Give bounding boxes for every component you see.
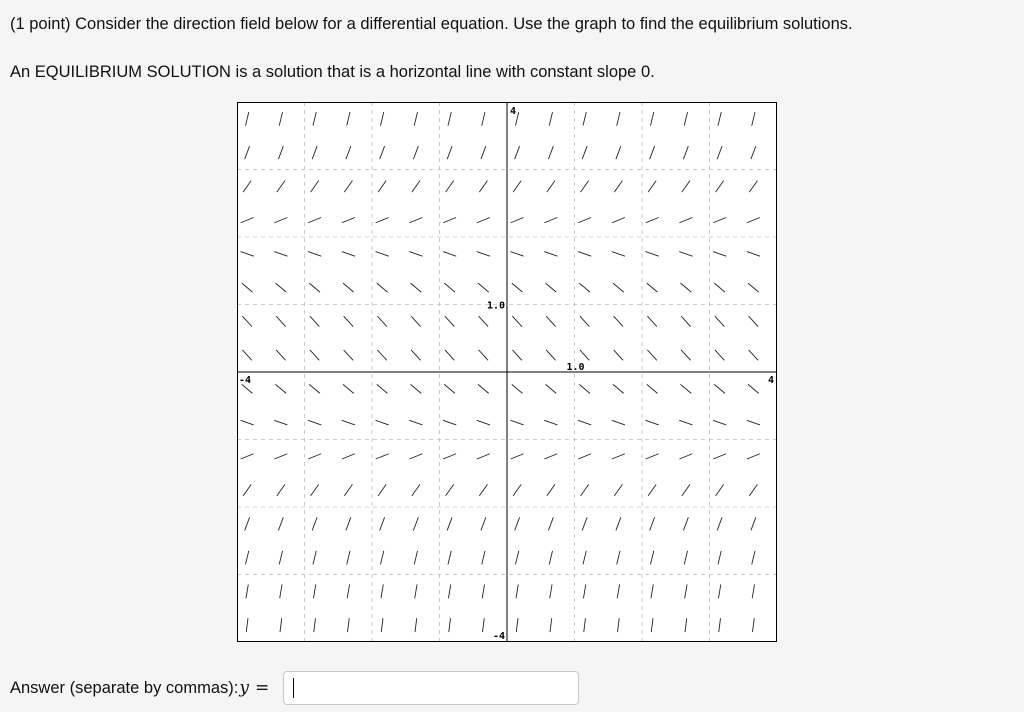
slope-segment — [342, 252, 355, 257]
slope-segment — [646, 420, 659, 425]
slope-segment — [477, 217, 490, 222]
slope-segment — [482, 112, 485, 126]
slope-segment — [312, 146, 317, 159]
slope-segment — [718, 551, 721, 565]
slope-segment — [648, 181, 656, 192]
slope-segment — [343, 384, 354, 393]
slope-segment — [747, 217, 760, 222]
slope-segment — [581, 484, 589, 495]
slope-segment — [513, 181, 521, 192]
y-max-label: 4 — [510, 106, 517, 117]
slope-segment — [443, 454, 456, 459]
slope-segment — [682, 484, 690, 495]
slope-segment — [347, 584, 349, 598]
slope-segment — [347, 551, 350, 565]
slope-segment — [515, 146, 520, 159]
slope-segment — [446, 484, 454, 495]
slope-segment — [512, 316, 521, 326]
slope-segment — [683, 146, 688, 159]
slope-segment — [511, 252, 524, 257]
slope-segment — [241, 217, 254, 222]
slope-segment — [753, 618, 755, 632]
slope-segment — [444, 283, 455, 292]
slope-segment — [647, 350, 656, 360]
slope-segment — [479, 181, 487, 192]
slope-segment — [412, 484, 420, 495]
slope-segment — [309, 283, 320, 292]
slope-segment — [583, 584, 585, 598]
answer-variable: y — [239, 678, 249, 698]
slope-segment — [448, 584, 450, 598]
slope-segment — [511, 420, 524, 425]
slope-segment — [650, 146, 655, 159]
slope-segment — [719, 618, 721, 632]
slope-segment — [582, 146, 587, 159]
slope-segment — [314, 618, 316, 632]
slope-segment — [477, 454, 490, 459]
slope-segment — [651, 618, 653, 632]
slope-segment — [714, 384, 725, 393]
direction-field-graph — [237, 102, 777, 642]
slope-segment — [310, 316, 319, 326]
slope-segment — [584, 618, 586, 632]
slope-segment — [583, 551, 586, 565]
slope-segment — [277, 484, 285, 495]
slope-segment — [548, 146, 553, 159]
slope-segment — [482, 584, 484, 598]
slope-segment — [614, 484, 622, 495]
slope-segment — [245, 112, 248, 126]
slope-segment — [749, 350, 758, 360]
y-min-label: -4 — [492, 631, 505, 642]
slope-segment — [546, 384, 557, 393]
slope-segment — [544, 217, 557, 222]
slope-segment — [380, 551, 383, 565]
slope-segment — [544, 252, 557, 257]
slope-segment — [479, 484, 487, 495]
slope-segment — [516, 618, 518, 632]
slope-segment — [409, 420, 422, 425]
slope-segment — [279, 551, 282, 565]
slope-segment — [312, 517, 317, 530]
slope-segment — [344, 316, 353, 326]
slope-segment — [448, 112, 451, 126]
slope-segment — [546, 350, 555, 360]
x-min-label: -4 — [239, 375, 252, 386]
slope-segment — [309, 384, 320, 393]
slope-segment — [377, 283, 388, 292]
slope-segment — [748, 283, 759, 292]
slope-segment — [715, 316, 724, 326]
slope-segment — [579, 283, 590, 292]
slope-segment — [477, 252, 490, 257]
slope-segment — [413, 517, 418, 530]
slope-segment — [481, 517, 486, 530]
text-caret — [293, 678, 294, 698]
slope-segment — [445, 316, 454, 326]
slope-segment — [651, 584, 653, 598]
slope-segment — [612, 454, 625, 459]
slope-segment — [409, 454, 422, 459]
slope-segment — [516, 584, 518, 598]
direction-field-svg — [237, 102, 777, 642]
slope-segment — [378, 484, 386, 495]
slope-segment — [376, 420, 389, 425]
slope-segment — [313, 551, 316, 565]
slope-segment — [308, 217, 321, 222]
slope-segment — [376, 252, 389, 257]
slope-segment — [443, 217, 456, 222]
slope-segment — [647, 384, 658, 393]
slope-segment — [549, 112, 552, 126]
slope-segment — [274, 454, 287, 459]
slope-segment — [443, 252, 456, 257]
slope-segment — [246, 584, 248, 598]
slope-segment — [242, 316, 251, 326]
slope-segment — [447, 517, 452, 530]
slope-segment — [646, 454, 659, 459]
slope-segment — [681, 316, 690, 326]
slope-segment — [311, 181, 319, 192]
slope-segment — [380, 146, 385, 159]
slope-segment — [242, 283, 253, 292]
slope-segment — [274, 420, 287, 425]
slope-segment — [650, 112, 653, 126]
slope-segment — [310, 350, 319, 360]
slope-segment — [613, 283, 624, 292]
slope-segment — [684, 551, 687, 565]
question-text: (1 point) Consider the direction field below for a differential equation. Use the graph to find the equilibrium solutions. — [10, 15, 853, 33]
slope-segment — [277, 181, 285, 192]
slope-segment — [550, 584, 552, 598]
slope-segment — [445, 350, 454, 360]
slope-segment — [751, 146, 756, 159]
slope-segment — [280, 618, 282, 632]
slope-segment — [513, 484, 521, 495]
slope-segment — [715, 350, 724, 360]
slope-segment — [376, 217, 389, 222]
slope-segment — [279, 112, 282, 126]
definition-text: An EQUILIBRIUM SOLUTION is a solution that is a horizontal line with constant slope 0. — [10, 63, 655, 81]
slope-segment — [548, 517, 553, 530]
slope-segment — [581, 181, 589, 192]
slope-segment — [583, 112, 586, 126]
slope-segment — [515, 551, 518, 565]
slope-segment — [274, 217, 287, 222]
slope-segment — [546, 316, 555, 326]
slope-segment — [616, 146, 621, 159]
slope-segment — [578, 420, 591, 425]
slope-segment — [648, 484, 656, 495]
slope-segment — [614, 181, 622, 192]
slope-segment — [617, 551, 620, 565]
answer-row — [10, 669, 579, 707]
slope-segment — [683, 517, 688, 530]
slope-segment — [344, 181, 352, 192]
slope-segment — [650, 517, 655, 530]
answer-label: Answer (separate by commas): — [10, 679, 239, 697]
slope-segment — [549, 551, 552, 565]
slope-segment — [681, 283, 692, 292]
slope-segment — [448, 551, 451, 565]
slope-segment — [580, 316, 589, 326]
slope-segment — [411, 283, 422, 292]
slope-segment — [276, 283, 287, 292]
slope-segment — [381, 584, 383, 598]
slope-segment — [578, 252, 591, 257]
slope-segment — [245, 517, 250, 530]
slope-segment — [681, 350, 690, 360]
x-unit-label: 1.0 — [566, 362, 585, 373]
slope-segment — [276, 316, 285, 326]
slope-segment — [409, 252, 422, 257]
slope-segment — [342, 454, 355, 459]
slope-segment — [378, 181, 386, 192]
slope-segment — [308, 454, 321, 459]
slope-segment — [547, 484, 555, 495]
slope-segment — [245, 146, 250, 159]
slope-segment — [614, 350, 623, 360]
slope-segment — [311, 484, 319, 495]
slope-segment — [717, 517, 722, 530]
slope-segment — [681, 384, 692, 393]
slope-segment — [684, 112, 687, 126]
slope-segment — [747, 454, 760, 459]
answer-input[interactable] — [283, 671, 579, 705]
slope-segment — [618, 618, 620, 632]
slope-segment — [415, 584, 417, 598]
slope-segment — [381, 618, 383, 632]
slope-segment — [274, 252, 287, 257]
slope-segment — [449, 618, 451, 632]
slope-segment — [685, 618, 687, 632]
slope-segment — [713, 454, 726, 459]
slope-segment — [243, 484, 251, 495]
slope-segment — [716, 181, 724, 192]
slope-segment — [409, 217, 422, 222]
slope-segment — [444, 384, 455, 393]
slope-segment — [650, 551, 653, 565]
slope-segment — [243, 181, 251, 192]
slope-segment — [414, 551, 417, 565]
slope-segment — [713, 252, 726, 257]
slope-segment — [411, 384, 422, 393]
slope-segment — [717, 146, 722, 159]
slope-segment — [685, 584, 687, 598]
slope-segment — [308, 252, 321, 257]
slope-segment — [313, 584, 315, 598]
slope-segment — [443, 420, 456, 425]
y-unit-label: 1.0 — [486, 300, 505, 312]
slope-segment — [241, 454, 254, 459]
slope-segment — [617, 112, 620, 126]
slope-segment — [544, 420, 557, 425]
slope-segment — [512, 350, 521, 360]
slope-segment — [747, 420, 760, 425]
slope-segment — [580, 350, 589, 360]
slope-segment — [342, 420, 355, 425]
slope-segment — [679, 252, 692, 257]
slope-segment — [377, 316, 386, 326]
slope-segment — [478, 283, 489, 292]
slope-segment — [752, 112, 755, 126]
slope-segment — [344, 350, 353, 360]
slope-segment — [346, 146, 351, 159]
slope-segment — [511, 454, 524, 459]
slope-segment — [679, 454, 692, 459]
slope-segment — [579, 384, 590, 393]
slope-segment — [313, 112, 316, 126]
slope-segment — [342, 217, 355, 222]
slope-segment — [413, 146, 418, 159]
slope-segment — [276, 384, 287, 393]
slope-segment — [511, 217, 524, 222]
slope-segment — [716, 484, 724, 495]
slope-segment — [412, 181, 420, 192]
slope-segment — [447, 146, 452, 159]
slope-segment — [415, 618, 417, 632]
slope-segment — [546, 283, 557, 292]
slope-segment — [246, 618, 248, 632]
slope-segment — [483, 618, 485, 632]
slope-segment — [242, 350, 251, 360]
slope-segment — [714, 283, 725, 292]
slope-segment — [613, 384, 624, 393]
slope-segment — [749, 316, 758, 326]
slope-segment — [376, 454, 389, 459]
slope-segment — [241, 420, 254, 425]
slope-segment — [343, 283, 354, 292]
slope-segment — [582, 517, 587, 530]
slope-segment — [478, 384, 489, 393]
slope-segment — [646, 252, 659, 257]
answer-equals: = — [254, 678, 270, 698]
slope-segment — [713, 420, 726, 425]
slope-segment — [446, 181, 454, 192]
slope-segment — [718, 584, 720, 598]
slope-segment — [752, 551, 755, 565]
slope-segment — [280, 584, 282, 598]
slope-segment — [512, 384, 523, 393]
slope-segment — [748, 384, 759, 393]
slope-segment — [411, 316, 420, 326]
slope-segment — [481, 146, 486, 159]
slope-segment — [411, 350, 420, 360]
slope-segment — [751, 517, 756, 530]
slope-segment — [347, 112, 350, 126]
slope-segment — [718, 112, 721, 126]
slope-segment — [276, 350, 285, 360]
slope-segment — [578, 454, 591, 459]
slope-segment — [380, 517, 385, 530]
slope-segment — [544, 454, 557, 459]
slope-segment — [749, 484, 757, 495]
slope-segment — [278, 146, 283, 159]
slope-segment — [647, 316, 656, 326]
slope-segment — [550, 618, 552, 632]
slope-segment — [647, 283, 658, 292]
slope-segment — [752, 584, 754, 598]
slope-segment — [612, 217, 625, 222]
slope-segment — [377, 350, 386, 360]
slope-segment — [612, 420, 625, 425]
slope-segment — [479, 316, 488, 326]
slope-segment — [482, 551, 485, 565]
slope-segment — [245, 551, 248, 565]
slope-segment — [682, 181, 690, 192]
slope-segment — [515, 517, 520, 530]
slope-segment — [377, 384, 388, 393]
slope-segment — [414, 112, 417, 126]
x-max-label: 4 — [767, 375, 774, 386]
slope-segment — [479, 350, 488, 360]
slope-segment — [646, 217, 659, 222]
slope-segment — [241, 252, 254, 257]
slope-segment — [512, 283, 523, 292]
slope-segment — [679, 217, 692, 222]
slope-segment — [617, 584, 619, 598]
slope-segment — [578, 217, 591, 222]
slope-segment — [713, 217, 726, 222]
slope-segment — [614, 316, 623, 326]
slope-segment — [380, 112, 383, 126]
slope-segment — [547, 181, 555, 192]
slope-segment — [344, 484, 352, 495]
slope-segment — [348, 618, 350, 632]
slope-segment — [749, 181, 757, 192]
slope-segment — [346, 517, 351, 530]
slope-segment — [679, 420, 692, 425]
slope-segment — [616, 517, 621, 530]
slope-segment — [477, 420, 490, 425]
slope-segment — [612, 252, 625, 257]
slope-segment — [308, 420, 321, 425]
slope-segment — [747, 252, 760, 257]
slope-segment — [278, 517, 283, 530]
